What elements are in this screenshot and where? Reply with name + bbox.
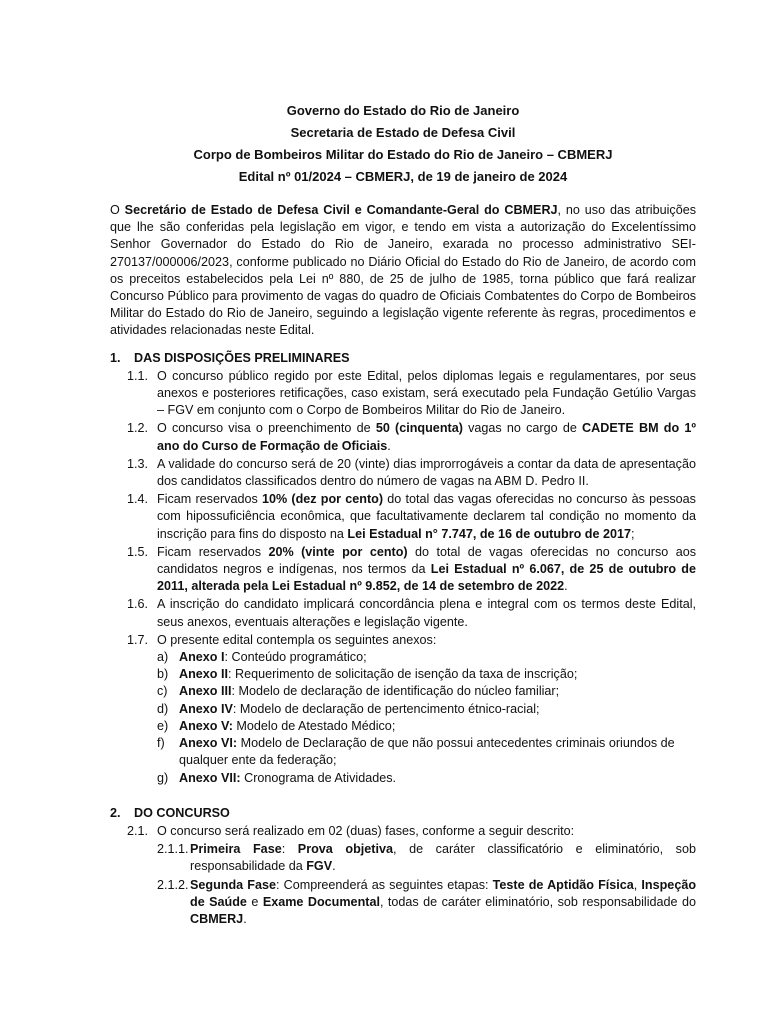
section-2-heading [110,805,696,822]
item-1-4 [127,491,696,543]
item-2-1-2: 2.1.2. Segunda Fase: Compreenderá as seguintes etapas: Teste de Aptidão Física, Inspeção de Saúde e Exame Documental, todas de caráter eliminatório, sob responsabilidade do CBMERJ. [157,877,697,926]
item-number: 1.6. [127,597,149,612]
item-2-1-1: 2.1.1. Primeira Fase: Prova objetiva, de caráter classificatório e eliminatório, sob responsabilidade da FGV. [157,842,696,874]
section-1-title: DAS DISPOSIÇÕES PRELIMINARES [134,350,350,365]
item-text: O concurso público regido por este Edital, pelos diplomas legais e regulamentares, por seus anexos e posteriores retificações, caso existam, será executado pela Fundação Getúlio Vargas – FGV em conjunto com o Corpo de Bombeiros Militar do Rio de Janeiro. [157,368,696,418]
header-cbmerj: Corpo de Bombeiros Militar do Estado do Rio de Janeiro – CBMERJ [193,147,613,162]
annex-item-b: b) Anexo II: Requerimento de solicitação de isenção da taxa de inscrição; [157,667,578,682]
intro-bold-0: Secretário de Estado de Defesa Civil e Comandante-Geral do CBMERJ [124,203,558,217]
header-secretariat: Secretaria de Estado de Defesa Civil [290,125,516,140]
document-page [110,100,696,928]
header-edital: Edital nº 01/2024 – CBMERJ, de 19 de janeiro de 2024 [238,169,568,184]
header-government: Governo do Estado do Rio de Janeiro [286,103,520,118]
section-2-number: 2. [110,805,121,820]
item-number: 1.5. [127,544,149,559]
item-text: O concurso visa o preenchimento de 50 (cinquenta) vagas no cargo de CADETE BM do 1º ano do Curso de Formação de Oficiais. [157,421,697,453]
item-number: 1.1. [127,368,149,383]
item-1-3 [127,456,696,490]
item-1-6 [127,596,696,630]
item-number: 1.2. [127,421,149,436]
item-number: 2.1. [127,823,149,838]
item-text: A inscrição do candidato implicará concordância plena e integral com os termos deste Edital, seus anexos, eventuais alterações e legislação vigente. [157,597,696,629]
item-text: Ficam reservados 20% (vinte por cento) do total de vagas oferecidas no concurso aos candidatos negros e indígenas, nos termos da Lei Estadual nº 6.067, de 25 de outubro de 2011, alterada pela Lei Estadual nº 9.852, de 14 de setembro de 2022. [157,544,696,594]
item-1-2 [127,420,696,454]
annex-item-a: a) Anexo I: Conteúdo programático; [157,650,367,665]
annex-item-c: c) Anexo III: Modelo de declaração de identificação do núcleo familiar; [157,684,560,699]
item-text: O presente edital contempla os seguintes anexos: [157,632,437,647]
section-1-heading [110,350,696,367]
annex-item-g: g) Anexo VII: Cronograma de Atividades. [157,770,397,785]
intro-text-1: , no uso das atribuições que lhe são conferidas pela legislação em vigor, e tendo em vista a autorização do Excelentíssimo Senhor Governador do Estado do Rio de Janeiro, exarada no processo administrativo SEI-270137/000006/2023, conforme publicado no Diário Oficial do Estado do Rio de Janeiro, de acordo com os preceitos estabelecidos pela Lei nº 880, de 25 de julho de 1985, torna público que fará realizar Concurso Público para provimento de vagas do quadro de Oficiais Combatentes do Corpo de Bombeiros Militar do Estado do Rio de Janeiro, seguindo a legislação vigente referente às regras, procedimentos e atividades relacionadas neste Edital. [110,203,697,338]
intro-text-0: O [110,203,125,217]
item-1-1 [127,368,696,420]
section-2-title: DO CONCURSO [134,805,230,820]
item-number: 1.4. [127,492,149,507]
item-number: 1.3. [127,456,149,471]
item-text: A validade do concurso será de 20 (vinte) dias improrrogáveis a contar da data de apresentação dos candidatos classificados dentro do número de vagas na ABM D. Pedro II. [157,456,696,489]
item-text: Ficam reservados 10% (dez por cento) do total das vagas oferecidas no concurso às pessoas com hipossuficiência econômica, que facultativamente declarem tal condição no momento da inscrição para fins do disposto na Lei Estadual n° 7.747, de 16 de outubro de 2017; [157,492,696,541]
item-text: O concurso será realizado em 02 (duas) fases, conforme a seguir descrito: [157,823,575,838]
item-2-1 [127,823,696,840]
annex-item-f: f) Anexo VI: Modelo de Declaração de que não possui antecedentes criminais oriundos de qualquer ente da federação; [157,736,675,768]
item-1-5 [127,544,696,596]
intro-paragraph [110,202,696,340]
item-number: 1.7. [127,632,149,647]
section-1-number: 1. [110,350,121,365]
annex-item-d: d) Anexo IV: Modelo de declaração de pertencimento étnico-racial; [157,701,540,716]
annex-item-e: e) Anexo V: Modelo de Atestado Médico; [157,718,396,733]
item-1-7 [127,632,696,649]
